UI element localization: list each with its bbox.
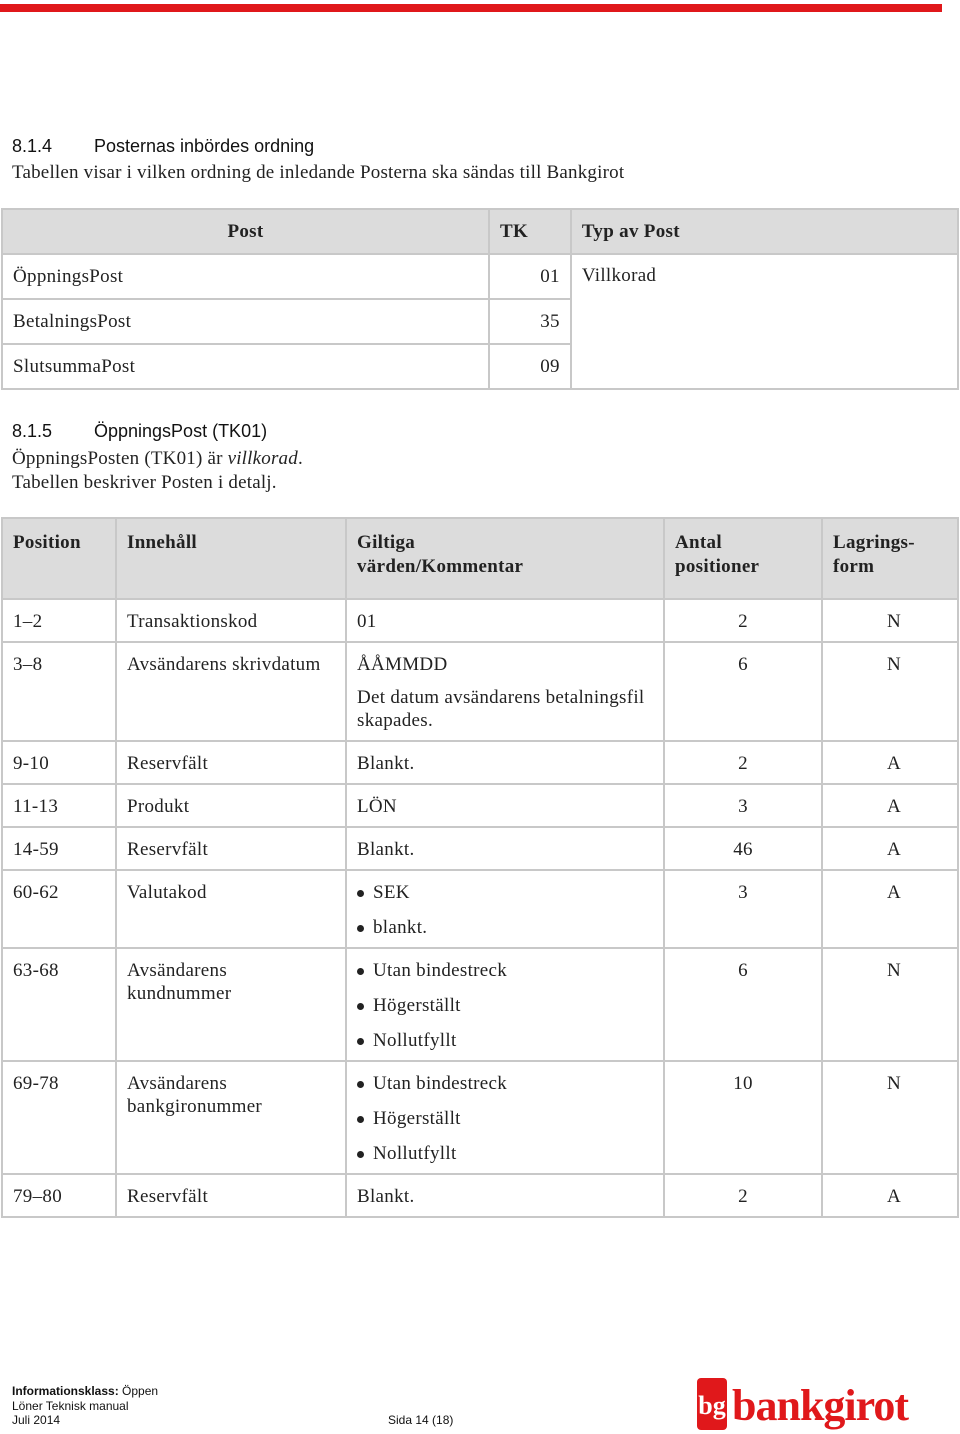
footer-classification — [12, 1384, 158, 1399]
cell-position: 1–2 — [2, 599, 116, 642]
post-tk: 09 — [489, 344, 571, 389]
post-tk: 01 — [489, 254, 571, 299]
table-row — [2, 784, 958, 827]
bankgirot-logo — [696, 1376, 944, 1432]
cell-comment: Det datum avsändarens betalningsfil skapades. — [357, 687, 645, 731]
table-row — [2, 1061, 958, 1174]
cell-value: 01 — [346, 599, 664, 642]
header-storage-line1: Lagrings- — [833, 532, 915, 553]
cell-content: Transaktionskod — [116, 599, 346, 642]
cell-storage: A — [822, 870, 958, 948]
top-red-bar — [0, 4, 942, 12]
cell-storage: A — [822, 741, 958, 784]
cell-content: Valutakod — [116, 870, 346, 948]
bullet-item: SEK — [357, 881, 653, 904]
header-type: Typ av Post — [571, 209, 958, 254]
cell-count: 6 — [664, 642, 822, 741]
section-815-title: ÖppningsPost (TK01) — [94, 421, 268, 441]
footer-class-value: Öppen — [122, 1384, 159, 1398]
cell-content: Avsändarens skrivdatum — [116, 642, 346, 741]
footer-manual: Löner Teknisk manual — [12, 1399, 129, 1413]
header-values-line2: värden/Kommentar — [357, 556, 524, 577]
cell-content: Reservfält — [116, 827, 346, 870]
cell-storage: N — [822, 642, 958, 741]
cell-value: Blankt. — [346, 827, 664, 870]
table-row — [2, 870, 958, 948]
cell-value: LÖN — [346, 784, 664, 827]
lead-suffix: . — [297, 448, 303, 469]
cell-count: 6 — [664, 948, 822, 1061]
header-count-line1: Antal — [675, 532, 722, 553]
bullet-list — [357, 1072, 653, 1165]
table-row — [2, 827, 958, 870]
post-order-table — [1, 208, 959, 390]
header-content: Innehåll — [116, 518, 346, 599]
post-tk: 35 — [489, 299, 571, 344]
cell-content: Reservfält — [116, 1174, 346, 1217]
table-row — [2, 1174, 958, 1217]
detail-table — [1, 517, 959, 1218]
cell-position: 11-13 — [2, 784, 116, 827]
header-post: Post — [2, 209, 489, 254]
bullet-item: Nollutfyllt — [357, 1142, 653, 1165]
lead-prefix: ÖppningsPosten (TK01) är — [12, 448, 228, 469]
bullet-item: Högerställt — [357, 994, 653, 1017]
bullet-list — [357, 881, 653, 939]
section-814-number: 8.1.4 — [12, 136, 53, 156]
cell-count: 46 — [664, 827, 822, 870]
cell-storage: N — [822, 599, 958, 642]
bullet-item: blankt. — [357, 916, 653, 939]
cell-content: Produkt — [116, 784, 346, 827]
cell-position: 3–8 — [2, 642, 116, 741]
cell-count: 2 — [664, 599, 822, 642]
lead-italic: villkorad — [227, 448, 298, 469]
section-814-lead: Tabellen visar i vilken ordning de inledande Posterna ska sändas till Bankgirot — [12, 162, 625, 183]
bullet-item: Högerställt — [357, 1107, 653, 1130]
post-order-header-row — [2, 209, 958, 254]
cell-storage: A — [822, 827, 958, 870]
logo-mark: bg — [698, 1391, 726, 1420]
table-row — [2, 642, 958, 741]
header-position: Position — [2, 518, 116, 599]
bullet-list — [357, 959, 653, 1052]
table-row — [2, 599, 958, 642]
section-815-lead — [12, 447, 303, 470]
cell-storage: A — [822, 784, 958, 827]
cell-count: 10 — [664, 1061, 822, 1174]
cell-storage: A — [822, 1174, 958, 1217]
table-row — [2, 254, 958, 299]
bullet-item: Nollutfyllt — [357, 1029, 653, 1052]
cell-position: 69-78 — [2, 1061, 116, 1174]
cell-value — [346, 870, 664, 948]
section-814-title: Posternas inbördes ordning — [94, 136, 315, 156]
post-type-value: Villkorad — [571, 254, 958, 389]
cell-count: 3 — [664, 784, 822, 827]
cell-count: 2 — [664, 1174, 822, 1217]
section-815-number: 8.1.5 — [12, 421, 53, 441]
table-row — [2, 741, 958, 784]
cell-position: 79–80 — [2, 1174, 116, 1217]
cell-count: 2 — [664, 741, 822, 784]
section-814-heading — [12, 136, 314, 157]
cell-content: Avsändarens kundnummer — [116, 948, 346, 1061]
cell-value-main: ÅÅMMDD — [357, 654, 448, 675]
cell-value — [346, 948, 664, 1061]
section-815-heading — [12, 421, 267, 442]
header-storage-line2: form — [833, 556, 875, 577]
post-name: BetalningsPost — [2, 299, 489, 344]
header-count-line2: positioner — [675, 556, 760, 577]
logo-wordmark: bankgirot — [732, 1381, 909, 1430]
cell-position: 63-68 — [2, 948, 116, 1061]
cell-value — [346, 1061, 664, 1174]
cell-count: 3 — [664, 870, 822, 948]
header-count — [664, 518, 822, 599]
bullet-item: Utan bindestreck — [357, 1072, 653, 1095]
footer-class-label: Informationsklass: — [12, 1384, 119, 1398]
footer-date: Juli 2014 — [12, 1413, 61, 1427]
header-tk: TK — [489, 209, 571, 254]
cell-storage: N — [822, 1061, 958, 1174]
cell-position: 14-59 — [2, 827, 116, 870]
cell-value: Blankt. — [346, 741, 664, 784]
header-storage — [822, 518, 958, 599]
cell-storage: N — [822, 948, 958, 1061]
header-values — [346, 518, 664, 599]
table-row — [2, 948, 958, 1061]
post-name: ÖppningsPost — [2, 254, 489, 299]
cell-value — [346, 642, 664, 741]
cell-position: 9-10 — [2, 741, 116, 784]
footer-page: Sida 14 (18) — [388, 1413, 454, 1427]
section-815-lead2: Tabellen beskriver Posten i detalj. — [12, 472, 277, 493]
header-values-line1: Giltiga — [357, 532, 416, 553]
cell-position: 60-62 — [2, 870, 116, 948]
bullet-item: Utan bindestreck — [357, 959, 653, 982]
detail-header-row — [2, 518, 958, 599]
post-name: SlutsummaPost — [2, 344, 489, 389]
cell-content: Reservfält — [116, 741, 346, 784]
cell-value: Blankt. — [346, 1174, 664, 1217]
cell-content: Avsändarens bankgironummer — [116, 1061, 346, 1174]
